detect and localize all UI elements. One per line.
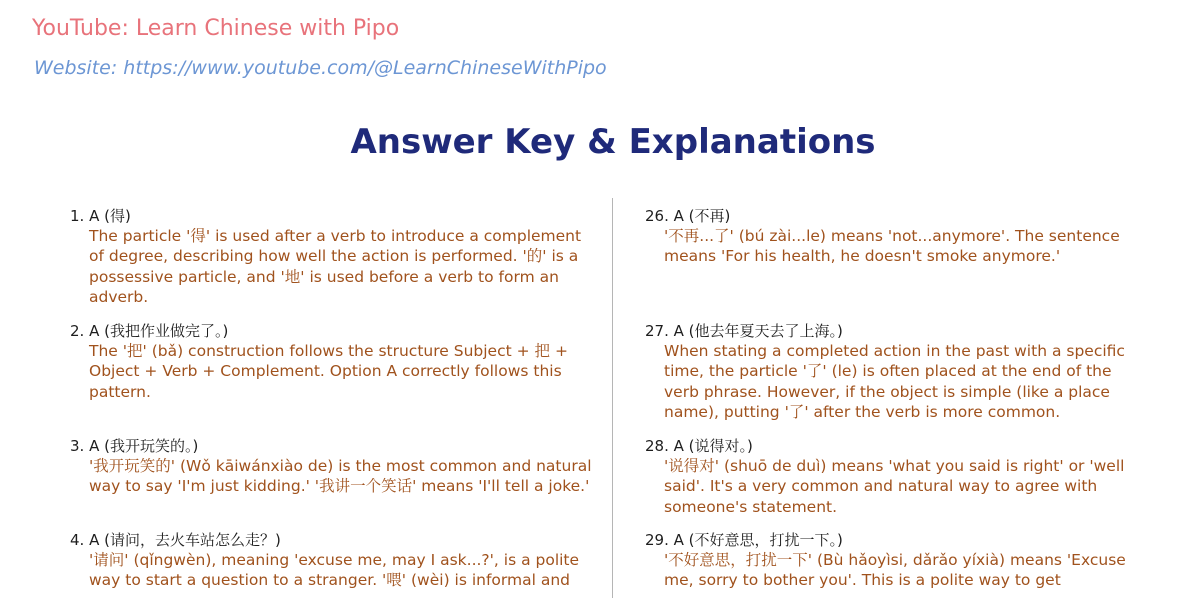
answer-explanation: '不再...了' (bú zài...le) means 'not...anymore'. The sentence means 'For his health, he doesn't smoke anymore.': [664, 227, 1120, 266]
answer-item-27: [645, 321, 1150, 422]
answer-item-29: [645, 530, 1150, 591]
answer-explanation: The particle '得' is used after a verb to introduce a complement of degree, describing how well the action is performed. '的' is a possessive particle, and '地' is used before a verb to form an adverb.: [89, 227, 582, 306]
answer-heading: 1. A (得): [70, 207, 131, 225]
answer-explanation: '不好意思，打扰一下' (Bù hǎoyìsi, dǎrǎo yíxià) means 'Excuse me, sorry to bother you'. This is a polite way to get: [664, 551, 1126, 590]
answer-explanation: '说得对' (shuō de duì) means 'what you said is right' or 'well said'. It's a very common and natural way to agree with someone's statement.: [664, 457, 1125, 516]
answer-item-26: [645, 206, 1150, 267]
answer-heading: 2. A (我把作业做完了。): [70, 322, 229, 340]
answer-item-4: [70, 530, 595, 591]
answer-heading: 29. A (不好意思，打扰一下。): [645, 531, 843, 549]
answer-explanation: '我开玩笑的' (Wǒ kāiwánxiào de) is the most common and natural way to say 'I'm just kidding.' '我讲一个笑话' means 'I'll tell a joke.': [89, 457, 592, 496]
answer-item-1: [70, 206, 595, 307]
answer-heading: 27. A (他去年夏天去了上海。): [645, 322, 843, 340]
page-title: Answer Key & Explanations: [350, 122, 876, 162]
answer-heading: 4. A (请问，去火车站怎么走？): [70, 531, 281, 549]
youtube-channel-line: YouTube: Learn Chinese with Pipo: [32, 16, 400, 41]
website-line: Website: https://www.youtube.com/@LearnChineseWithPipo: [34, 57, 607, 79]
answer-explanation: '请问' (qǐngwèn), meaning 'excuse me, may I ask...?', is a polite way to start a question to a stranger. '喂' (wèi) is informal and: [89, 551, 580, 590]
answer-item-28: [645, 436, 1150, 517]
answer-explanation: When stating a completed action in the past with a specific time, the particle '了' (le) is often placed at the end of the verb phrase. However, if the object is simple (like a place name), putting '了' after the verb is more common.: [664, 342, 1125, 421]
column-divider: [612, 198, 613, 598]
answer-heading: 3. A (我开玩笑的。): [70, 437, 199, 455]
answer-explanation: The '把' (bǎ) construction follows the structure Subject + 把 + Object + Verb + Complement. Option A correctly follows this pattern.: [89, 342, 568, 401]
answer-item-2: [70, 321, 595, 402]
answer-heading: 28. A (说得对。): [645, 437, 753, 455]
answer-item-3: [70, 436, 595, 497]
answer-heading: 26. A (不再): [645, 207, 731, 225]
